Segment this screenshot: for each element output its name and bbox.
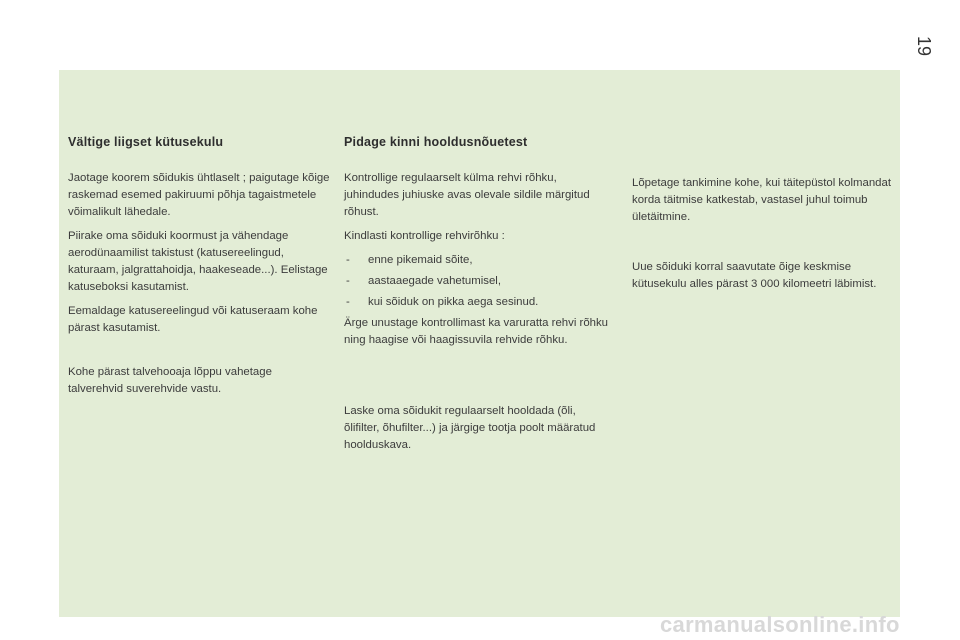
list-item: - aastaaegade vahetumisel, bbox=[346, 275, 501, 287]
maintenance-section-heading: Pidage kinni hooldusnõuetest bbox=[344, 135, 528, 149]
load-distribution-text: Jaotage koorem sõidukis ühtlaselt ; paigutage kõige raskemad esemed pakiruumi põhja tagaistmetele võimalikult lähedale. bbox=[68, 172, 330, 218]
spare-tyre-note: Ärge unustage kontrollimast ka varuratta rehvi rõhku ning haagise või haagissuvila rehvide rõhku. bbox=[344, 317, 609, 346]
tyre-pressure-intro: Kontrollige regulaarselt külma rehvi rõhku, juhindudes juhiuske avas olevale sildile märgitud rõhust. bbox=[344, 172, 590, 218]
maintenance-section bbox=[344, 135, 614, 461]
list-item: - kui sõiduk on pikka aega sesinud. bbox=[346, 296, 539, 308]
watermark: carmanualsonline.info bbox=[660, 612, 900, 637]
reduce-load-text: Piirake oma sõiduki koormust ja vähendage aerodünaamilist takistust (katusereelingud, katuraam, jalgrattahoidja, haakeseade...). Eelistage katuseboksi kasutamist. bbox=[68, 230, 328, 293]
fuel-consumption-section bbox=[68, 135, 330, 405]
winter-tyres-text: Kohe pärast talvehooaja lõppu vahetage talverehvid suverehvide vastu. bbox=[68, 366, 272, 395]
tyre-check-label: Kindlasti kontrollige rehvirõhku : bbox=[344, 230, 505, 242]
service-schedule-note: Laske oma sõidukit regulaarselt hooldada (õli, õlifilter, õhufilter...) ja järgige tootja poolt määratud hoolduskava. bbox=[344, 405, 596, 451]
refuel-section bbox=[632, 175, 892, 300]
new-vehicle-note: Uue sõiduki korral saavutate õige keskmise kütusekulu alles pärast 3 000 kilomeetri läbimist. bbox=[632, 261, 877, 290]
remove-roof-rails-text: Eemaldage katusereelingud või katuseraam kohe pärast kasutamist. bbox=[68, 305, 318, 334]
refuel-note: Lõpetage tankimine kohe, kui täitepüstol kolmandat korda täitmise katkestab, vastasel juhul toimub ületäitmine. bbox=[632, 177, 891, 223]
list-item: - enne pikemaid sõite, bbox=[346, 254, 473, 266]
fuel-section-heading: Vältige liigset kütusekulu bbox=[68, 135, 224, 149]
page-number: 19 bbox=[914, 35, 935, 57]
tyre-check-list bbox=[344, 252, 614, 311]
